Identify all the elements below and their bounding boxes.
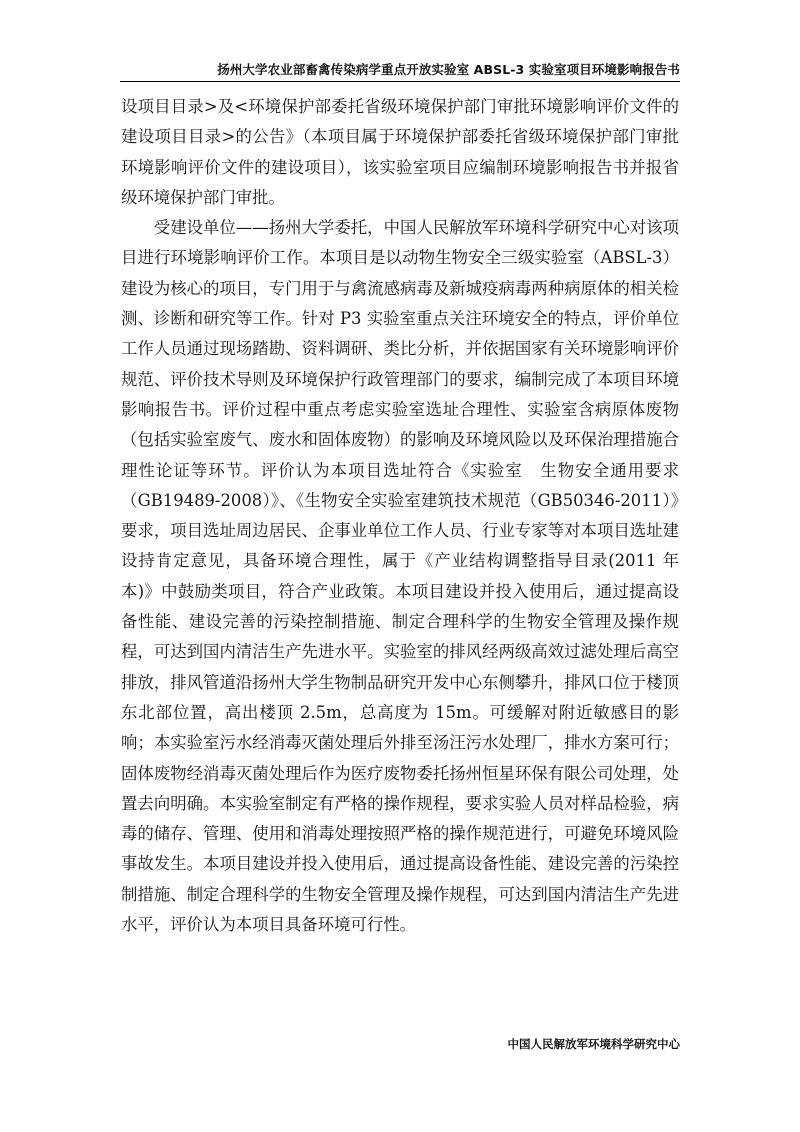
document-body (121, 92, 679, 940)
paragraph-evaluation: 受建设单位——扬州大学委托，中国人民解放军环境科学研究中心对该项目进行环境影响评价工作。本项目是以动物生物安全三级实验室（ABSL-3）建设为核心的项目，专门用于与禽流感病毒及新城疫病毒两种病原体的相关检测、诊断和研究等工作。针对 P3 实验室重点关注环境安全的特点，评价单位工作人员通过现场踏勘、资料调研、类比分析，并依据国家有关环境影响评价规范、评价技术导则及环境保护行政管理部门的要求，编制完成了本项目环境影响报告书。评价过程中重点考虑实验室选址合理性、实验室含病原体废物（包括实验室废气、废水和固体废物）的影响及环境风险以及环保治理措施合理性论证等环节。评价认为本项目选址符合《实验室 生物安全通用要求（GB19489-2008）》、《生物安全实验室建筑技术规范（GB50346-2011）》要求，项目选址周边居民、企事业单位工作人员、行业专家等对本项目选址建设持肯定意见，具备环境合理性，属于《产业结构调整指导目录(2011 年本)》中鼓励类项目，符合产业政策。本项目建设并投入使用后，通过提高设备性能、建设完善的污染控制措施、制定合理科学的生物安全管理及操作规程，可达到国内清洁生产先进水平。实验室的排风经两级高效过滤处理后高空排放，排风管道沿扬州大学生物制品研究开发中心东侧攀升，排风口位于楼顶东北部位置，高出楼顶 2.5m，总高度为 15m。可缓解对附近敏感目的影响；本实验室污水经消毒灭菌处理后外排至汤汪污水处理厂，排水方案可行；固体废物经消毒灭菌处理后作为医疗废物委托扬州恒星环保有限公司处理，处置去向明确。本实验室制定有严格的操作规程，要求实验人员对样品检验，病毒的储存、管理、使用和消毒处理按照严格的操作规范进行，可避免环境风险事故发生。本项目建设并投入使用后，通过提高设备性能、建设完善的污染控制措施、制定合理科学的生物安全管理及操作规程，可达到国内清洁生产先进水平，评价认为本项目具备环境可行性。 (121, 218, 679, 935)
footer-organization: 中国人民解放军环境科学研究中心 (507, 1037, 680, 1051)
paragraph-continuation: 设项目目录>及<环境保护部委托省级环境保护部门审批环境影响评价文件的建设项目目录>的公告》（本项目属于环境保护部委托省级环境保护部门审批环境影响评价文件的建设项目），该实验室项目应编制环境影响报告书并报省级环境保护部门审批。 (121, 97, 679, 207)
page-header-title: 扬州大学农业部畜禽传染病学重点开放实验室 ABSL-3 实验室项目环境影响报告书 (217, 62, 680, 77)
header-divider (120, 81, 680, 82)
